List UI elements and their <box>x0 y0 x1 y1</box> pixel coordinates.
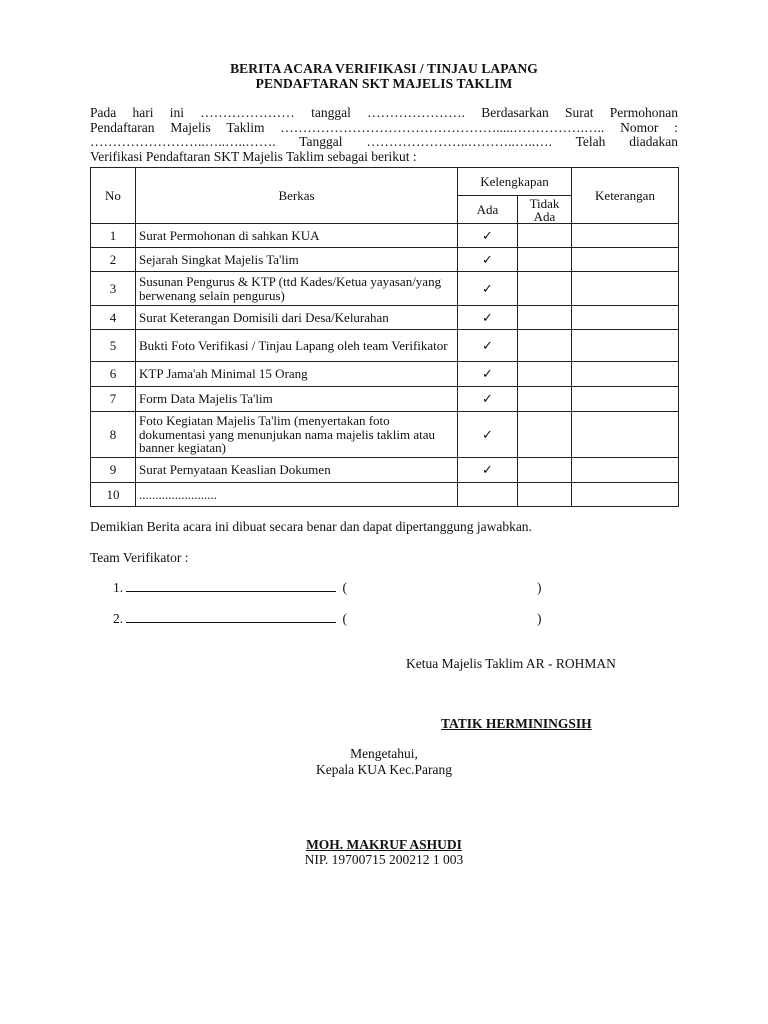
table-row <box>91 412 679 458</box>
row-number: 2 <box>91 248 136 272</box>
table-row <box>91 330 679 362</box>
row-number: 3 <box>91 272 136 306</box>
signer-number: 1. <box>113 580 124 595</box>
paren-close: ) <box>537 580 542 595</box>
row-number: 5 <box>91 330 136 362</box>
table-row <box>91 224 679 248</box>
mengetahui-label: Mengetahui, <box>350 746 418 761</box>
intro-line: ……………………..…..…..……. Tanggal …………………..………..…..…. Telah diadakan <box>90 135 678 149</box>
header-no: No <box>91 168 136 224</box>
row-tidak-ada <box>518 306 572 330</box>
paren-open: ( <box>342 611 347 626</box>
table-row <box>91 458 679 483</box>
kepala-title: Kepala KUA Kec.Parang <box>315 762 453 777</box>
signer-row-2 <box>113 611 347 627</box>
row-tidak-ada <box>518 272 572 306</box>
row-keterangan <box>572 483 679 507</box>
row-berkas: Surat Keterangan Domisili dari Desa/Kelurahan <box>136 306 458 330</box>
row-tidak-ada <box>518 224 572 248</box>
check-icon: ✓ <box>458 387 518 412</box>
signature-line <box>126 580 336 592</box>
check-icon: ✓ <box>458 330 518 362</box>
ketua-title: Ketua Majelis Taklim AR - ROHMAN <box>406 656 616 671</box>
header-berkas: Berkas <box>136 168 458 224</box>
row-keterangan <box>572 412 679 458</box>
row-ada <box>458 483 518 507</box>
row-number: 8 <box>91 412 136 458</box>
row-keterangan <box>572 306 679 330</box>
row-keterangan <box>572 458 679 483</box>
check-icon: ✓ <box>458 458 518 483</box>
row-tidak-ada <box>518 248 572 272</box>
row-berkas: Surat Pernyataan Keaslian Dokumen <box>136 458 458 483</box>
row-berkas: KTP Jama'ah Minimal 15 Orang <box>136 362 458 387</box>
row-berkas: Bukti Foto Verifikasi / Tinjau Lapang oleh team Verifikator <box>136 330 458 362</box>
intro-line: Verifikasi Pendaftaran SKT Majelis Taklim sebagai berikut : <box>90 149 417 164</box>
row-tidak-ada <box>518 483 572 507</box>
ketua-name: TATIK HERMININGSIH <box>441 716 592 731</box>
check-icon: ✓ <box>458 412 518 458</box>
row-keterangan <box>572 330 679 362</box>
header-tidak-ada: Tidak Ada <box>518 196 572 224</box>
signer-number: 2. <box>113 611 124 626</box>
header-keterangan: Keterangan <box>572 168 679 224</box>
intro-paragraph <box>90 106 678 164</box>
row-berkas: Sejarah Singkat Majelis Ta'lim <box>136 248 458 272</box>
intro-line: Pada hari ini ………………… tanggal …………………. Berdasarkan Surat Permohonan <box>90 106 678 120</box>
closing-statement: Demikian Berita acara ini dibuat secara benar dan dapat dipertanggung jawabkan. <box>90 519 532 534</box>
team-verifikator-label: Team Verifikator : <box>90 550 189 565</box>
table-row <box>91 387 679 412</box>
check-icon: ✓ <box>458 272 518 306</box>
row-keterangan <box>572 248 679 272</box>
table-row <box>91 248 679 272</box>
table-row <box>91 306 679 330</box>
intro-line: Pendaftaran Majelis Taklim ………………………………………….....…………….….. Nomor : <box>90 120 678 135</box>
paren-close: ) <box>537 611 542 626</box>
header-kelengkapan: Kelengkapan <box>458 168 572 196</box>
check-icon: ✓ <box>458 306 518 330</box>
signature-line <box>126 611 336 623</box>
header-ada: Ada <box>458 196 518 224</box>
row-berkas: Surat Permohonan di sahkan KUA <box>136 224 458 248</box>
verification-table <box>90 167 679 507</box>
row-tidak-ada <box>518 330 572 362</box>
check-icon: ✓ <box>458 362 518 387</box>
table-row <box>91 272 679 306</box>
row-keterangan <box>572 387 679 412</box>
check-icon: ✓ <box>458 224 518 248</box>
row-number: 1 <box>91 224 136 248</box>
row-tidak-ada <box>518 387 572 412</box>
check-icon: ✓ <box>458 248 518 272</box>
kepala-nip: NIP. 19700715 200212 1 003 <box>304 852 464 867</box>
row-berkas: Form Data Majelis Ta'lim <box>136 387 458 412</box>
row-number: 9 <box>91 458 136 483</box>
table-row <box>91 362 679 387</box>
row-tidak-ada <box>518 412 572 458</box>
signer-row-1 <box>113 580 347 596</box>
kepala-name: MOH. MAKRUF ASHUDI <box>306 837 462 852</box>
row-number: 7 <box>91 387 136 412</box>
paren-open: ( <box>342 580 347 595</box>
row-number: 10 <box>91 483 136 507</box>
row-berkas: Susunan Pengurus & KTP (ttd Kades/Ketua yayasan/yang berwenang selain pengurus) <box>136 272 458 306</box>
row-tidak-ada <box>518 362 572 387</box>
row-number: 6 <box>91 362 136 387</box>
row-keterangan <box>572 272 679 306</box>
row-tidak-ada <box>518 458 572 483</box>
row-keterangan <box>572 224 679 248</box>
document-title-line2: PENDAFTARAN SKT MAJELIS TAKLIM <box>255 76 513 91</box>
row-berkas: ........................ <box>136 483 458 507</box>
row-berkas: Foto Kegiatan Majelis Ta'lim (menyertakan foto dokumentasi yang menunjukan nama majelis taklim atau banner kegiatan) <box>136 412 458 458</box>
row-keterangan <box>572 362 679 387</box>
table-row <box>91 483 679 507</box>
document-title-line1: BERITA ACARA VERIFIKASI / TINJAU LAPANG <box>230 61 538 76</box>
row-number: 4 <box>91 306 136 330</box>
